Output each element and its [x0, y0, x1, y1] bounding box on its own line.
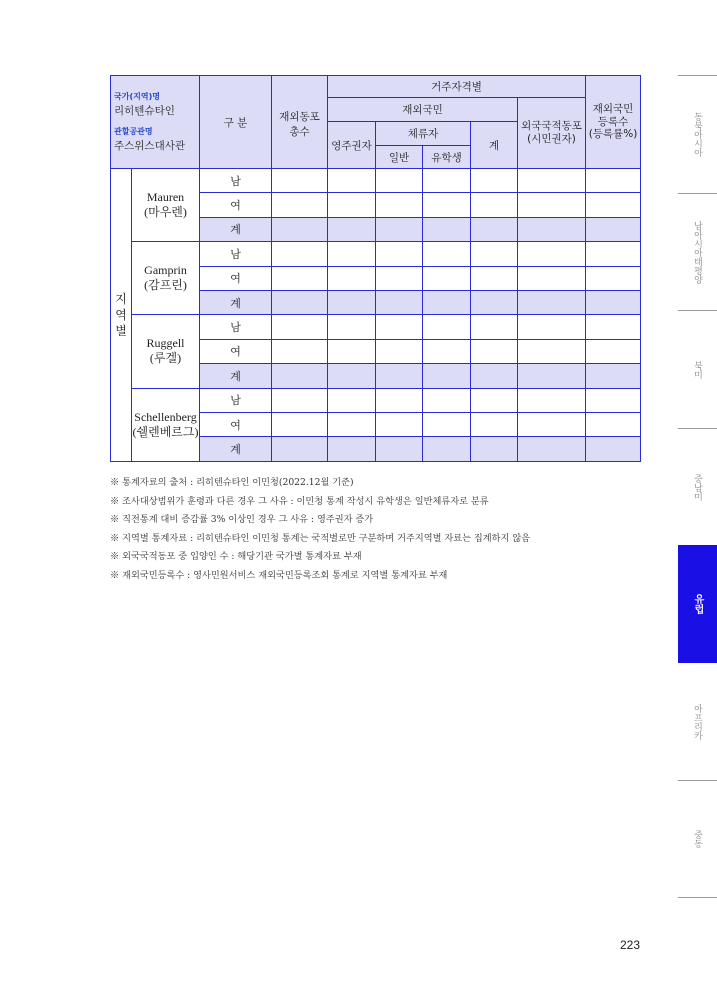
data-cell	[471, 412, 518, 436]
note-line: ※ 지역별 통계자료 : 리히텐슈타인 이민청 통계는 국적별로만 구분하며 거주지역별 자료는 집계하지 않음	[110, 532, 531, 544]
data-cell	[518, 437, 586, 461]
gender-label: 여	[200, 193, 272, 217]
data-cell	[586, 266, 641, 290]
country-label: 국가(지역)명	[114, 92, 160, 101]
data-cell	[376, 412, 423, 436]
data-cell	[376, 437, 423, 461]
data-cell	[518, 339, 586, 363]
data-cell	[471, 388, 518, 412]
data-cell	[518, 217, 586, 241]
gender-label: 계	[200, 290, 272, 314]
data-cell	[272, 169, 328, 193]
general-header: 일반	[376, 146, 423, 169]
data-cell	[586, 412, 641, 436]
data-cell	[586, 242, 641, 266]
data-cell	[376, 242, 423, 266]
data-cell	[376, 193, 423, 217]
gender-label: 여	[200, 339, 272, 363]
data-cell	[518, 364, 586, 388]
tab-south-asia-pacific[interactable]: 남아시아태평양	[692, 220, 702, 284]
data-cell	[272, 437, 328, 461]
category-header: 구 분	[200, 76, 272, 169]
gender-label: 여	[200, 266, 272, 290]
data-cell	[518, 290, 586, 314]
data-cell	[328, 217, 376, 241]
table-row	[111, 242, 641, 266]
data-cell	[328, 412, 376, 436]
tab-europe[interactable]: 유럽	[678, 545, 717, 663]
data-cell	[423, 388, 471, 412]
data-cell	[272, 266, 328, 290]
gender-label: 여	[200, 412, 272, 436]
country-value: 리히텐슈타인	[114, 105, 175, 117]
data-cell	[423, 217, 471, 241]
data-cell	[471, 364, 518, 388]
data-cell	[272, 217, 328, 241]
nationals-header: 재외국민	[328, 98, 518, 122]
data-cell	[518, 412, 586, 436]
data-cell	[586, 315, 641, 339]
data-cell	[423, 193, 471, 217]
table-row	[111, 169, 641, 193]
gender-label: 남	[200, 315, 272, 339]
subtotal-header: 계	[471, 122, 518, 169]
data-cell	[328, 339, 376, 363]
data-cell	[376, 339, 423, 363]
data-cell	[471, 339, 518, 363]
note-line: ※ 조사대상범위가 훈령과 다른 경우 그 사유 : 이민청 통계 작성시 유학생은 일반체류자로 분류	[110, 495, 489, 507]
data-cell	[423, 364, 471, 388]
data-cell	[471, 193, 518, 217]
data-cell	[423, 315, 471, 339]
data-cell	[272, 193, 328, 217]
country-header	[111, 76, 200, 169]
data-cell	[376, 315, 423, 339]
data-cell	[518, 388, 586, 412]
student-header: 유학생	[423, 146, 471, 169]
gender-label: 계	[200, 364, 272, 388]
gender-label: 남	[200, 242, 272, 266]
note-line: ※ 외국국적동포 중 입양인 수 : 해당기관 국가별 통계자료 부재	[110, 551, 362, 563]
note-line: ※ 직전통계 대비 증감률 3% 이상인 경우 그 사유 : 영주권자 증가	[110, 514, 374, 526]
data-cell	[471, 242, 518, 266]
data-cell	[376, 388, 423, 412]
data-cell	[376, 169, 423, 193]
data-cell	[586, 290, 641, 314]
region-name: Gamprin (감프린)	[132, 242, 200, 315]
tab-northeast-asia[interactable]: 동북아시아	[692, 112, 702, 157]
data-cell	[586, 339, 641, 363]
data-cell	[423, 412, 471, 436]
page-number: 223	[619, 938, 640, 952]
side-label: 지 역 별	[111, 169, 132, 462]
table-row	[111, 315, 641, 339]
region-name: Schellenberg (쉘렌베르그)	[132, 388, 200, 461]
data-cell	[586, 437, 641, 461]
data-cell	[272, 290, 328, 314]
gender-label: 남	[200, 388, 272, 412]
tab-latin-america[interactable]: 중남미	[692, 473, 702, 501]
data-cell	[586, 193, 641, 217]
data-cell	[423, 339, 471, 363]
registered-header: 재외국민 등록수 (등록률%)	[586, 76, 641, 169]
data-cell	[586, 217, 641, 241]
data-cell	[272, 339, 328, 363]
data-cell	[586, 388, 641, 412]
gender-label: 계	[200, 217, 272, 241]
foreign-national-header: 외국국적동포 (시민권자)	[518, 98, 586, 169]
data-cell	[272, 364, 328, 388]
data-cell	[376, 290, 423, 314]
data-cell	[328, 242, 376, 266]
data-cell	[328, 266, 376, 290]
office-value: 주스위스대사관	[114, 140, 186, 152]
gender-label: 남	[200, 169, 272, 193]
residence-group-header: 거주자격별	[328, 76, 586, 98]
data-cell	[272, 388, 328, 412]
table-row	[111, 388, 641, 412]
tab-north-america[interactable]: 북미	[692, 360, 702, 379]
data-cell	[471, 437, 518, 461]
tab-africa[interactable]: 아프리카	[692, 703, 702, 740]
permanent-header: 영주권자	[328, 122, 376, 169]
data-cell	[471, 266, 518, 290]
data-cell	[518, 315, 586, 339]
data-cell	[518, 169, 586, 193]
data-cell	[471, 217, 518, 241]
sojourner-header: 체류자	[376, 122, 471, 146]
data-cell	[518, 193, 586, 217]
data-cell	[423, 242, 471, 266]
note-line: ※ 통계자료의 출처 : 리히텐슈타인 이민청(2022.12월 기준)	[110, 477, 354, 488]
data-cell	[328, 364, 376, 388]
data-cell	[471, 315, 518, 339]
data-cell	[328, 193, 376, 217]
region-name: Mauren (마우렌)	[132, 169, 200, 242]
data-cell	[376, 364, 423, 388]
data-cell	[423, 266, 471, 290]
region-name: Ruggell (루겔)	[132, 315, 200, 388]
note-line: ※ 재외국민등록수 : 영사민원서비스 재외국민등록조회 통계로 지역별 통계자료 부재	[110, 569, 448, 581]
office-label: 관할공관명	[114, 127, 153, 136]
total-overseas-header: 재외동포 총수	[272, 76, 328, 169]
data-cell	[328, 169, 376, 193]
data-cell	[423, 437, 471, 461]
data-cell	[471, 290, 518, 314]
data-cell	[328, 315, 376, 339]
data-cell	[376, 266, 423, 290]
statistics-table	[110, 75, 641, 462]
data-cell	[586, 364, 641, 388]
data-cell	[376, 217, 423, 241]
data-cell	[518, 266, 586, 290]
data-cell	[328, 437, 376, 461]
tab-middle-east[interactable]: 중동	[692, 830, 702, 848]
data-cell	[423, 169, 471, 193]
data-cell	[328, 290, 376, 314]
data-cell	[328, 388, 376, 412]
data-cell	[272, 315, 328, 339]
data-cell	[272, 242, 328, 266]
data-cell	[518, 242, 586, 266]
data-cell	[471, 169, 518, 193]
data-cell	[272, 412, 328, 436]
data-cell	[586, 169, 641, 193]
notes	[110, 474, 650, 586]
data-cell	[423, 290, 471, 314]
gender-label: 계	[200, 437, 272, 461]
